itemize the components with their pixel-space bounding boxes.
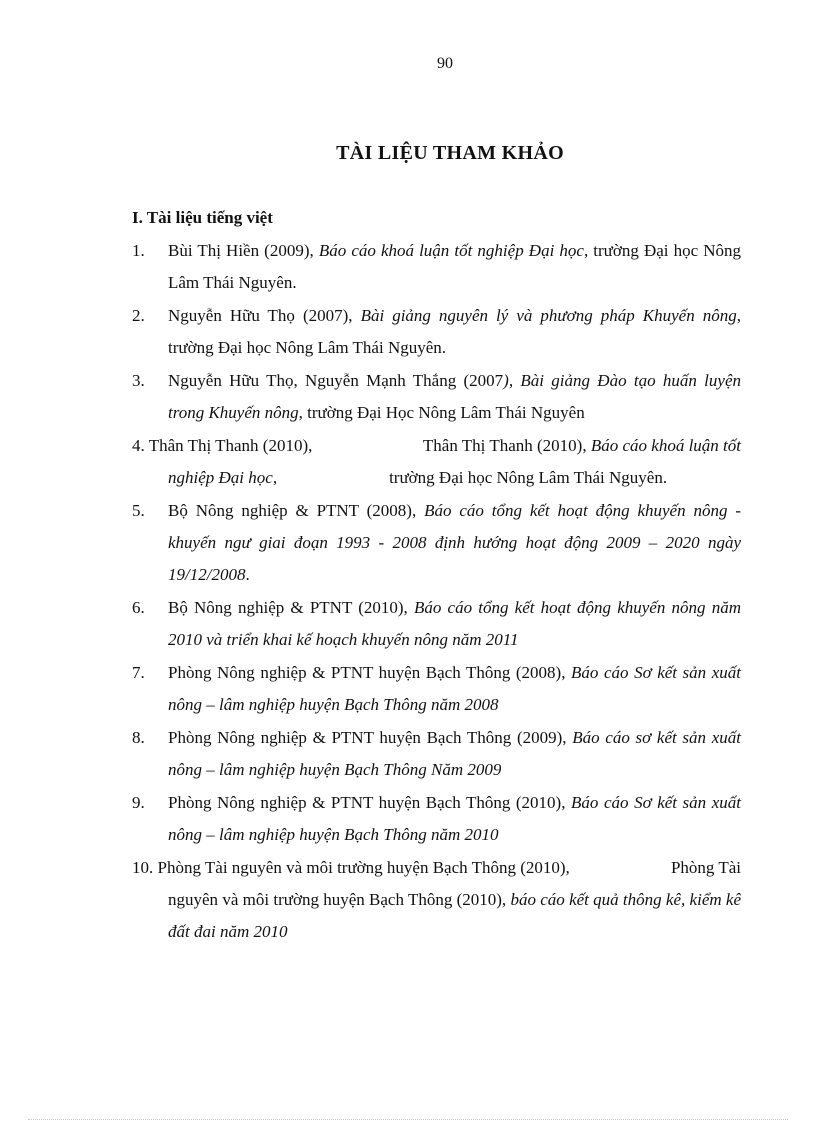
reference-title: ), Bài giảng Đào tạo huấn luyện trong Khuyến nông bbox=[168, 371, 741, 422]
reference-text: Nguyễn Hữu Thọ (2007), Bài giảng nguyên lý và phương pháp Khuyến nông, trường Đại học Nông Lâm Thái Nguyên. bbox=[168, 306, 741, 357]
reference-title: Báo cáo tổng kết hoạt động khuyến nông - khuyến ngư giai đoạn 1993 - 2008 định hướng hoạt động 2009 – 2020 ngày 19/12/2008 bbox=[168, 501, 741, 584]
reference-title: Báo cáo khoá luận tốt bbox=[590, 436, 741, 455]
reference-text: Bộ Nông nghiệp & PTNT (2008), Báo cáo tổng kết hoạt động khuyến nông - khuyến ngư giai đoạn 1993 - 2008 định hướng hoạt động 2009 – 2020 ngày 19/12/2008. bbox=[168, 501, 741, 584]
reference-item: 4. Thân Thị Thanh (2010), Thân Thị Thanh (2010), Báo cáo khoá luận tốt nghiệp Đại học , trường Đại học Nông Lâm Thái Nguyên. bbox=[132, 430, 741, 494]
reference-number: 6. bbox=[132, 598, 145, 617]
reference-item bbox=[132, 365, 741, 429]
reference-item bbox=[132, 787, 741, 851]
reference-text: Bùi Thị Hiền (2009), Báo cáo khoá luận tốt nghiệp Đại học, trường Đại học Nông Lâm Thái Nguyên. bbox=[168, 241, 741, 292]
reference-number: 4. bbox=[132, 436, 145, 455]
reference-number: 8. bbox=[132, 728, 145, 747]
reference-text: Phòng Nông nghiệp & PTNT huyện Bạch Thông (2010), Báo cáo Sơ kết sản xuất nông – lâm nghiệp huyện Bạch Thông năm 2010 bbox=[168, 793, 741, 844]
reference-item bbox=[132, 495, 741, 591]
reference-number: 10. bbox=[132, 858, 154, 877]
reference-item bbox=[132, 657, 741, 721]
reference-number: 7. bbox=[132, 663, 145, 682]
reference-item bbox=[132, 235, 741, 299]
reference-text: Nguyễn Hữu Thọ, Nguyễn Mạnh Thắng (2007), Bài giảng Đào tạo huấn luyện trong Khuyến nông, trường Đại Học Nông Lâm Thái Nguyên bbox=[168, 371, 741, 422]
page-bottom-rule bbox=[28, 1119, 788, 1120]
reference-lead: Thân Thị Thanh (2010), bbox=[148, 436, 313, 455]
reference-title: Báo cáo Sơ kết sản xuất nông – lâm nghiệp huyện Bạch Thông năm 2010 bbox=[168, 793, 741, 844]
reference-number: 5. bbox=[132, 501, 145, 520]
section-heading: I. Tài liệu tiếng việt bbox=[132, 208, 273, 227]
reference-title: Báo cáo Sơ kết sản xuất nông – lâm nghiệp huyện Bạch Thông năm 2008 bbox=[168, 663, 741, 714]
reference-item bbox=[132, 300, 741, 364]
reference-number: 3. bbox=[132, 371, 145, 390]
reference-text: Phòng Nông nghiệp & PTNT huyện Bạch Thông (2009), Báo cáo sơ kết sản xuất nông – lâm nghiệp huyện Bạch Thông Năm 2009 bbox=[168, 728, 741, 779]
reference-number: 9. bbox=[132, 793, 145, 812]
reference-title-cont: nghiệp Đại học bbox=[168, 468, 273, 487]
page-number: 90 bbox=[437, 55, 453, 72]
reference-title: Báo cáo sơ kết sản xuất nông – lâm nghiệp huyện Bạch Thông Năm 2009 bbox=[168, 728, 741, 779]
reference-item: 10. Phòng Tài nguyên và môi trường huyện Bạch Thông (2010), Phòng Tài nguyên và môi trường huyện Bạch Thông (2010), báo cáo kết quả thông kê, kiểm kê đất đai năm 2010 bbox=[132, 852, 741, 948]
page-title: TÀI LIỆU THAM KHẢO bbox=[336, 142, 564, 164]
reference-item bbox=[132, 722, 741, 786]
reference-text: Bộ Nông nghiệp & PTNT (2010), Báo cáo tổng kết hoạt động khuyến nông năm 2010 và triển khai kế hoạch khuyến nông năm 2011 bbox=[168, 598, 741, 649]
reference-title: báo cáo kết quả thông kê, kiểm kê đất đai năm 2010 bbox=[168, 890, 742, 941]
reference-list bbox=[132, 235, 741, 948]
reference-number: 1. bbox=[132, 241, 145, 260]
reference-title: Báo cáo tổng kết hoạt động khuyến nông năm 2010 và triển khai kế hoạch khuyến nông năm 2011 bbox=[168, 598, 741, 649]
reference-text: Phòng Nông nghiệp & PTNT huyện Bạch Thông (2008), Báo cáo Sơ kết sản xuất nông – lâm nghiệp huyện Bạch Thông năm 2008 bbox=[168, 663, 741, 714]
reference-title: Báo cáo khoá luận tốt nghiệp Đại học bbox=[318, 241, 584, 260]
reference-item bbox=[132, 592, 741, 656]
reference-title: Bài giảng nguyên lý và phương pháp Khuyến nông bbox=[360, 306, 737, 325]
reference-lead: Phòng Tài nguyên và môi trường huyện Bạch Thông (2010), bbox=[157, 858, 570, 877]
reference-number: 2. bbox=[132, 306, 145, 325]
reference-text: nguyên và môi trường huyện Bạch Thông (2010), báo cáo kết quả thông kê, kiểm kê đất đai năm 2010 bbox=[168, 890, 742, 941]
document-body bbox=[132, 204, 741, 949]
